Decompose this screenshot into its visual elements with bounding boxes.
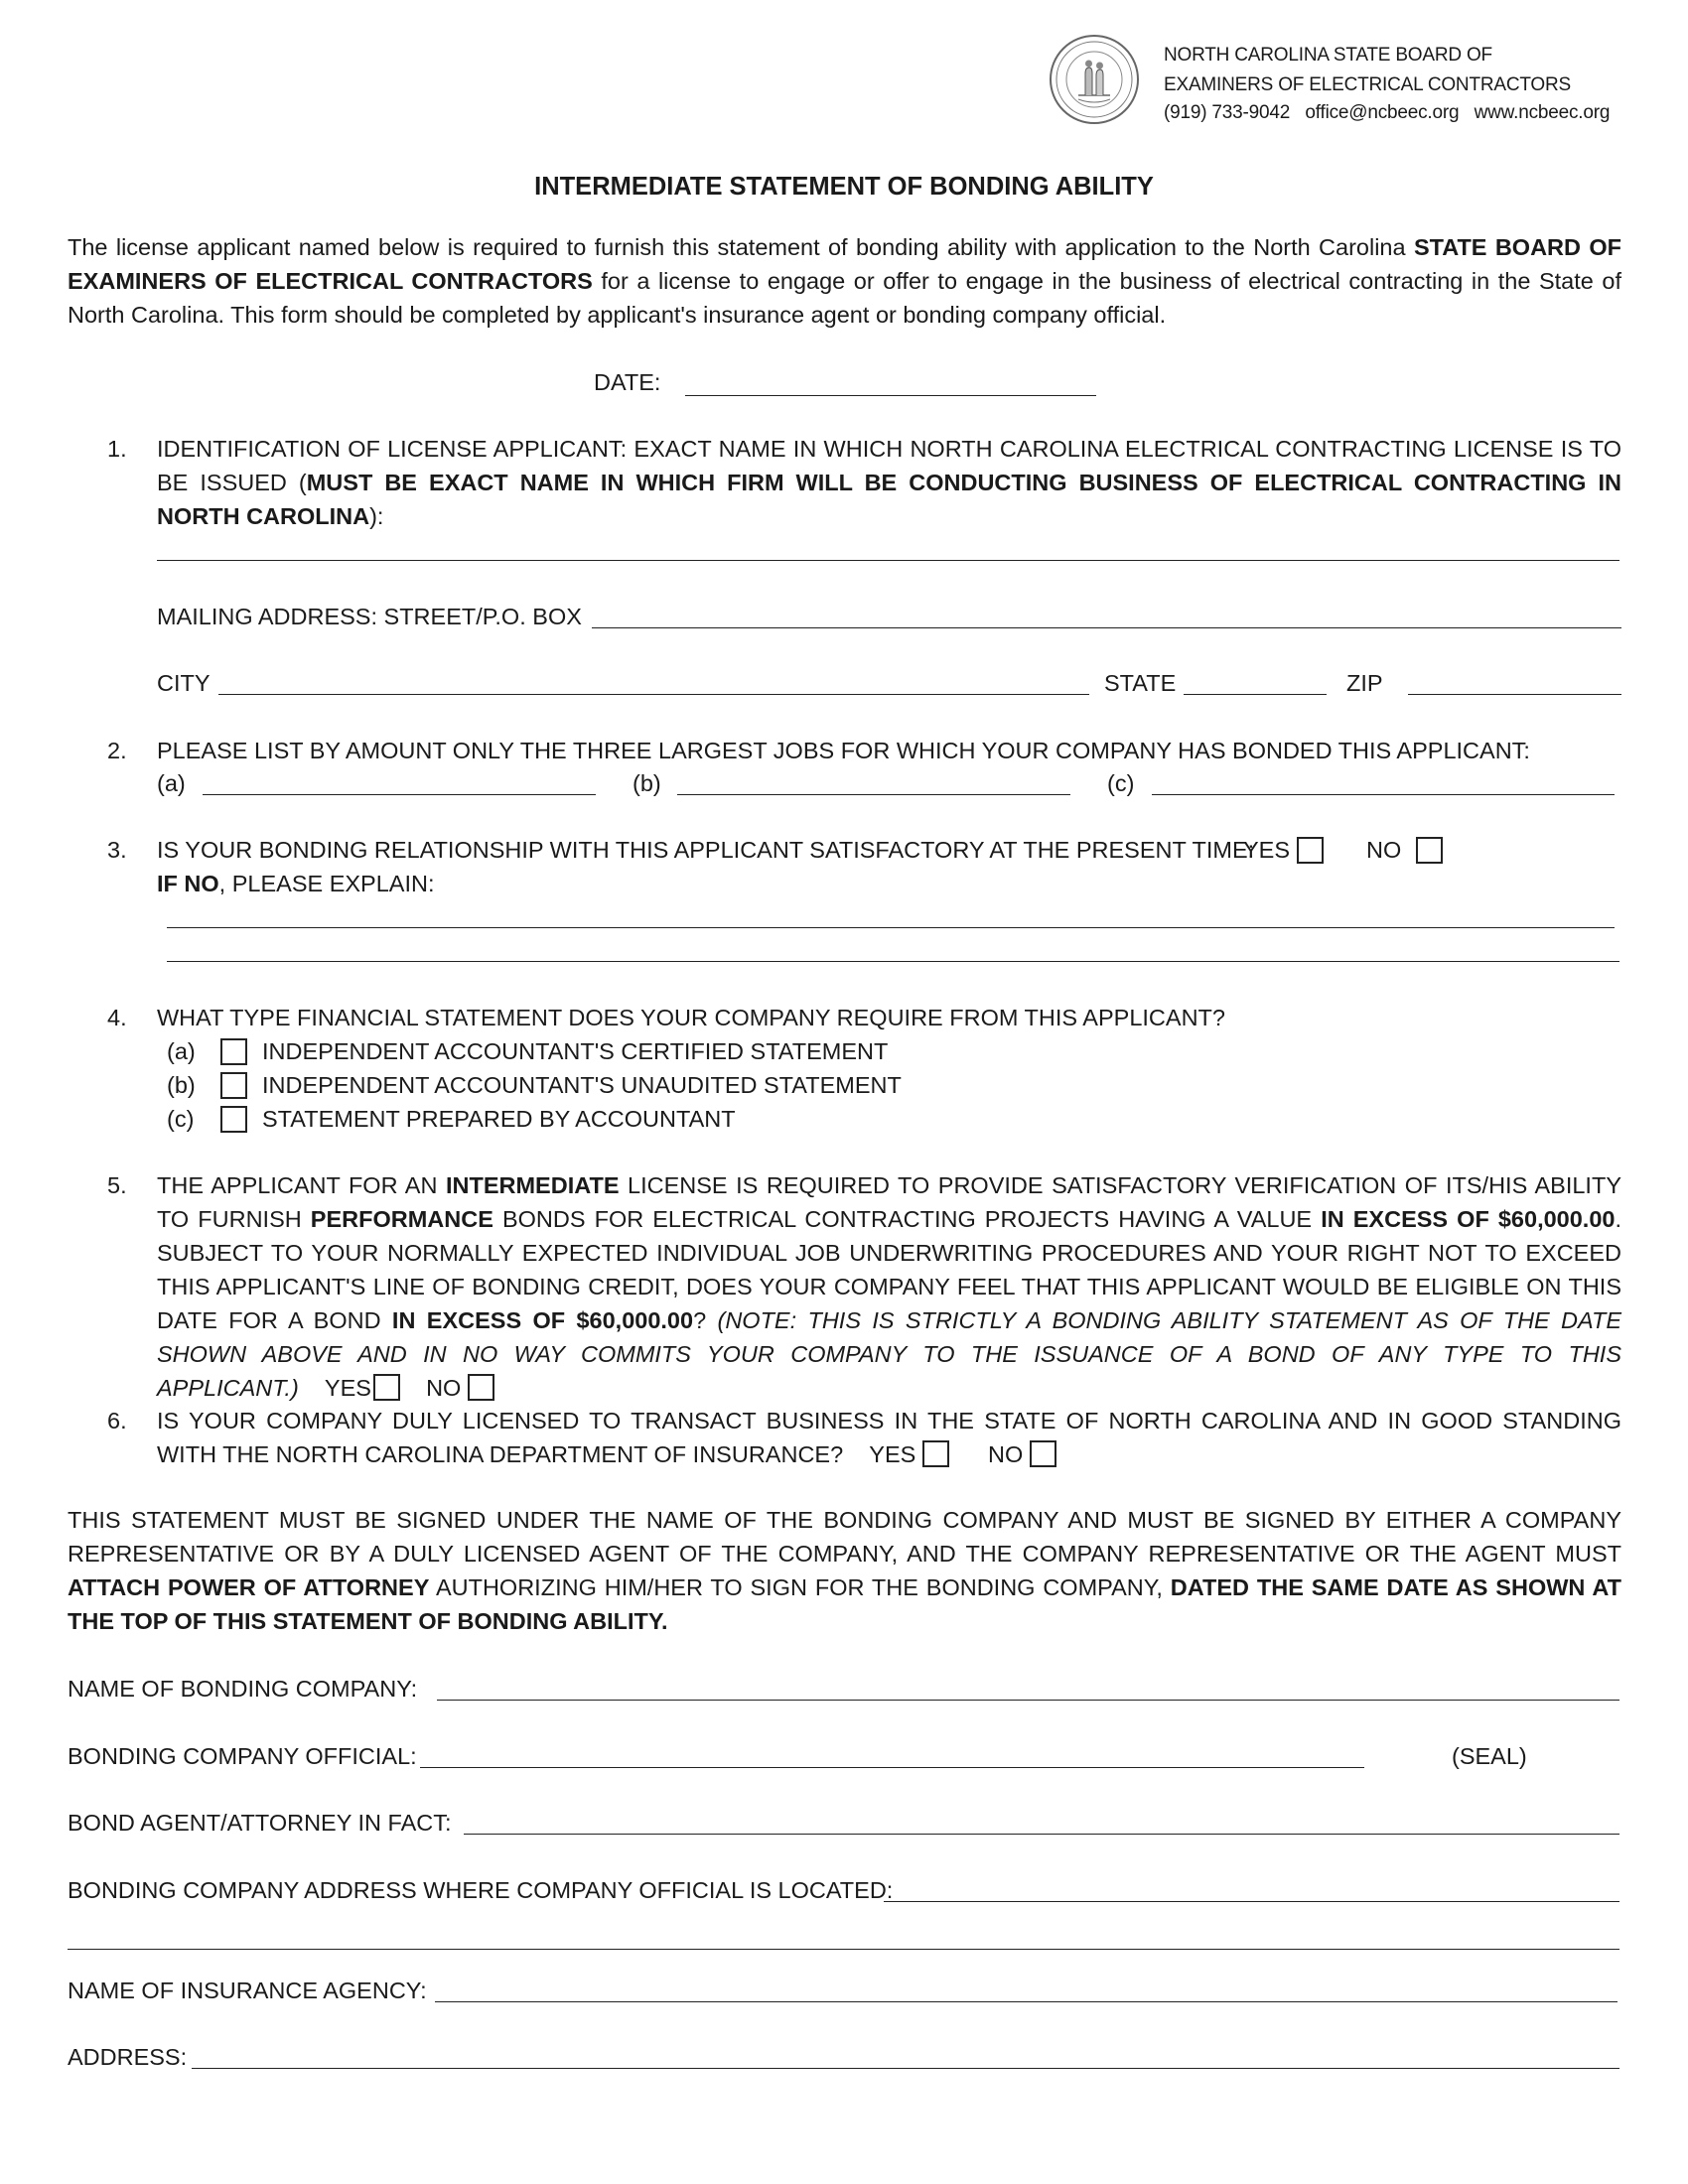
q6-text: IS YOUR COMPANY DULY LICENSED TO TRANSACT BUSINESS IN THE STATE OF NORTH CAROLINA AND IN GOOD STANDING WITH THE NORTH CAROLINA DEPARTMENT OF INSURANCE? YES NO	[157, 1408, 1621, 1467]
q6-no-label: NO	[988, 1441, 1024, 1467]
q6-yes-label: YES	[869, 1441, 916, 1467]
official-field[interactable]	[420, 1767, 1364, 1768]
q2-b-label: (b)	[633, 770, 661, 796]
zip-field[interactable]	[1408, 694, 1621, 695]
org-name-line2: EXAMINERS OF ELECTRICAL CONTRACTORS	[1164, 74, 1572, 95]
q4-option-b-label: INDEPENDENT ACCOUNTANT'S UNAUDITED STATEMENT	[262, 1072, 902, 1098]
q4-option-c-label: STATEMENT PREPARED BY ACCOUNTANT	[262, 1106, 736, 1132]
address-field[interactable]	[192, 2068, 1619, 2069]
city-field[interactable]	[218, 694, 1089, 695]
address-label: ADDRESS:	[68, 2044, 188, 2070]
q5-yes-label: YES	[324, 1375, 371, 1401]
signing-instructions: THIS STATEMENT MUST BE SIGNED UNDER THE NAME OF THE BONDING COMPANY AND MUST BE SIGNED BY EITHER A COMPANY REPRESENTATIVE OR BY A DULY LICENSED AGENT OF THE COMPANY, AND THE COMPANY REPRESENTATIVE OR THE AGENT MUST ATTACH POWER OF ATTORNEY AUTHORIZING HIM/HER TO SIGN FOR THE BONDING COMPANY, DATED THE SAME DATE AS SHOWN AT THE TOP OF THIS STATEMENT OF BONDING ABILITY.	[68, 1507, 1621, 1634]
q4-option-b-letter: (b)	[167, 1072, 196, 1098]
bonding-company-field[interactable]	[437, 1700, 1619, 1701]
q5-text: THE APPLICANT FOR AN INTERMEDIATE LICENSE IS REQUIRED TO PROVIDE SATISFACTORY VERIFICATION OF ITS/HIS ABILITY TO FURNISH PERFORMANCE BONDS FOR ELECTRICAL CONTRACTING PROJECTS HAVING A VALUE IN EXCESS OF $60,000.00. SUBJECT TO YOUR NORMALLY EXPECTED INDIVIDUAL JOB UNDERWRITING PROCEDURES AND YOUR RIGHT NOT TO EXCEED THIS APPLICANT'S LINE OF BONDING CREDIT, DOES YOUR COMPANY FEEL THAT THIS APPLICANT WOULD BE ELIGIBLE ON THIS DATE FOR A BOND IN EXCESS OF $60,000.00? (NOTE: THIS IS STRICTLY A BONDING ABILITY STATEMENT AS OF THE DATE SHOWN ABOVE AND IN NO WAY COMMITS YOUR COMPANY TO THE ISSUANCE OF A BOND OF ANY TYPE TO THIS APPLICANT.) YES NO	[157, 1172, 1622, 1401]
seal-label: (SEAL)	[1452, 1743, 1527, 1769]
q4-option-b-checkbox[interactable]	[220, 1072, 247, 1099]
street-field[interactable]	[592, 627, 1621, 628]
q4-text: WHAT TYPE FINANCIAL STATEMENT DOES YOUR COMPANY REQUIRE FROM THIS APPLICANT?	[157, 1005, 1225, 1030]
org-phone: (919) 733-9042	[1164, 102, 1291, 123]
q3-text: IS YOUR BONDING RELATIONSHIP WITH THIS APPLICANT SATISFACTORY AT THE PRESENT TIME:	[157, 837, 1255, 863]
agent-label: BOND AGENT/ATTORNEY IN FACT:	[68, 1810, 452, 1836]
applicant-name-field[interactable]	[157, 560, 1619, 561]
q3-number: 3.	[107, 837, 127, 863]
state-seal	[1049, 34, 1140, 125]
q4-option-a-letter: (a)	[167, 1038, 196, 1064]
official-address-field-2[interactable]	[68, 1949, 1619, 1950]
q1-number: 1.	[107, 436, 127, 462]
q5-no-label: NO	[426, 1375, 462, 1401]
q5-yes-checkbox[interactable]	[373, 1374, 400, 1401]
q3-no-checkbox[interactable]	[1416, 837, 1443, 864]
q2-number: 2.	[107, 738, 127, 763]
official-address-field[interactable]	[884, 1901, 1619, 1902]
city-label: CITY	[157, 670, 211, 696]
seal-icon	[1049, 34, 1140, 125]
q6-yes-checkbox[interactable]	[922, 1440, 949, 1467]
bonding-company-label: NAME OF BONDING COMPANY:	[68, 1676, 418, 1702]
intro-paragraph: The license applicant named below is required to furnish this statement of bonding ability with application to the North Carolina STATE BOARD OF EXAMINERS OF ELECTRICAL CONTRACTORS for a license to engage or offer to engage in the business of electrical contracting in the State of North Carolina. This form should be completed by applicant's insurance agent or bonding company official.	[68, 234, 1621, 328]
mailing-address-label: MAILING ADDRESS: STREET/P.O. BOX	[157, 604, 582, 629]
q5-number: 5.	[107, 1172, 127, 1198]
official-address-label: BONDING COMPANY ADDRESS WHERE COMPANY OFFICIAL IS LOCATED:	[68, 1877, 894, 1903]
q3-yes-label: YES	[1243, 837, 1291, 863]
q4-number: 4.	[107, 1005, 127, 1030]
q3-no-label: NO	[1366, 837, 1402, 863]
job-c-field[interactable]	[1152, 794, 1615, 795]
q3-explain-label: IF NO, PLEASE EXPLAIN:	[157, 871, 435, 896]
q2-text: PLEASE LIST BY AMOUNT ONLY THE THREE LARGEST JOBS FOR WHICH YOUR COMPANY HAS BONDED THIS APPLICANT:	[157, 738, 1530, 763]
org-contact	[1164, 99, 1610, 126]
job-a-field[interactable]	[203, 794, 596, 795]
q4-option-c-letter: (c)	[167, 1106, 195, 1132]
insurance-agency-field[interactable]	[435, 2001, 1618, 2002]
q6-number: 6.	[107, 1408, 127, 1433]
date-label: DATE:	[594, 369, 661, 395]
agent-field[interactable]	[464, 1834, 1619, 1835]
org-name-line1: NORTH CAROLINA STATE BOARD OF	[1164, 45, 1492, 66]
q5-no-checkbox[interactable]	[468, 1374, 494, 1401]
official-label: BONDING COMPANY OFFICIAL:	[68, 1743, 417, 1769]
org-website[interactable]: www.ncbeec.org	[1474, 102, 1611, 123]
q1-text: IDENTIFICATION OF LICENSE APPLICANT: EXACT NAME IN WHICH NORTH CAROLINA ELECTRICAL CONTRACTING LICENSE IS TO BE ISSUED (MUST BE EXACT NAME IN WHICH FIRM WILL BE CONDUCTING BUSINESS OF ELECTRICAL CONTRACTING IN NORTH CAROLINA):	[157, 436, 1621, 529]
explain-field-1[interactable]	[167, 927, 1615, 928]
org-email[interactable]: office@ncbeec.org	[1305, 102, 1460, 123]
date-field[interactable]	[685, 395, 1096, 396]
page-title: INTERMEDIATE STATEMENT OF BONDING ABILITY	[534, 173, 1154, 201]
zip-label: ZIP	[1346, 670, 1383, 696]
q4-option-a-label: INDEPENDENT ACCOUNTANT'S CERTIFIED STATEMENT	[262, 1038, 889, 1064]
q4-option-a-checkbox[interactable]	[220, 1038, 247, 1065]
q4-option-c-checkbox[interactable]	[220, 1106, 247, 1133]
q3-yes-checkbox[interactable]	[1297, 837, 1324, 864]
insurance-agency-label: NAME OF INSURANCE AGENCY:	[68, 1978, 427, 2003]
q2-c-label: (c)	[1107, 770, 1135, 796]
job-b-field[interactable]	[677, 794, 1070, 795]
explain-field-2[interactable]	[167, 961, 1619, 962]
state-label: STATE	[1104, 670, 1177, 696]
q6-no-checkbox[interactable]	[1030, 1440, 1056, 1467]
q2-a-label: (a)	[157, 770, 186, 796]
state-field[interactable]	[1184, 694, 1327, 695]
